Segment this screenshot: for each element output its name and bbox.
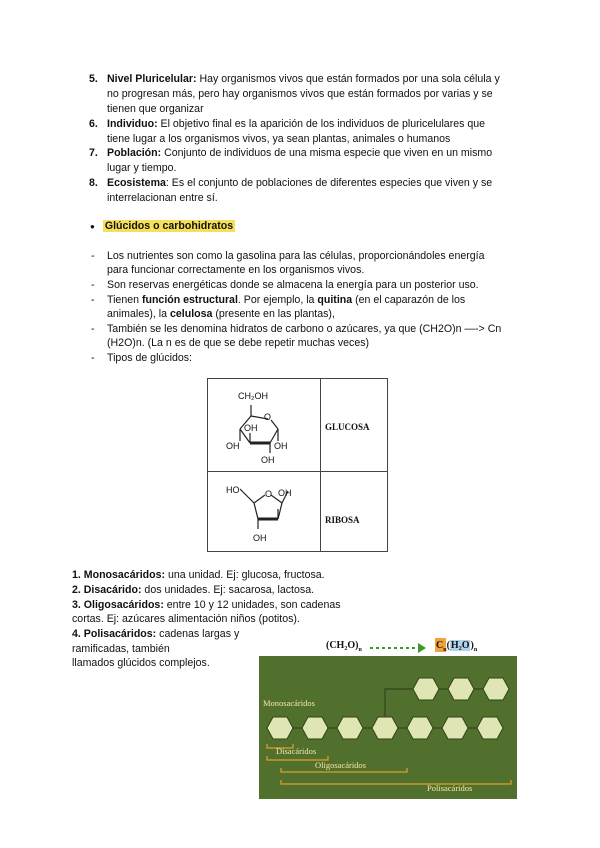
type-title: 1. Monosacáridos: — [72, 569, 166, 581]
type-line: llamados glúcidos complejos. — [72, 657, 210, 669]
table-divider — [320, 379, 321, 551]
level-number: 6. — [89, 118, 98, 130]
hexagon — [372, 717, 398, 739]
formula-left — [326, 640, 362, 653]
type-text: cadenas largas y — [156, 628, 240, 640]
hexagon — [413, 678, 439, 700]
text-run: animales), la — [107, 308, 170, 320]
bullet-line — [107, 293, 465, 307]
type-line: ramificadas, también — [72, 643, 170, 655]
glucose-name: GLUCOSA — [325, 422, 370, 432]
level-number: 8. — [89, 177, 98, 189]
formula-text: ) — [470, 640, 474, 651]
bullet-line: Son reservas energéticas donde se almacena la energía para un posterior uso. — [107, 279, 479, 291]
level-text: Conjunto de individuos de una misma especie que viven en un mismo — [161, 147, 493, 159]
type-line: cortas. Ej: azúcares alimentación niños (potitos). — [72, 613, 300, 625]
glucid-table — [207, 378, 388, 552]
formula-sub: n — [358, 647, 362, 653]
level-number: 5. — [89, 73, 98, 85]
hexagon — [477, 717, 503, 739]
type-text: dos unidades. Ej: sacarosa, lactosa. — [141, 584, 315, 596]
hexagon — [267, 717, 293, 739]
type-title: 4. Polisacáridos: — [72, 628, 157, 640]
level-line: no progresan más, pero hay organismos vivos que están formados por varias y se — [107, 88, 493, 100]
formula-text: C — [436, 640, 444, 651]
level-title: Población: — [107, 147, 162, 159]
text-run: . Por ejemplo, la — [237, 294, 318, 306]
level-text: : Es el conjunto de poblaciones de diferentes especies que viven y se — [165, 177, 493, 189]
text-bold: quitina — [317, 294, 353, 306]
dash-marker: - — [91, 250, 95, 262]
hexagon — [337, 717, 363, 739]
bullet-line: Tipos de glúcidos: — [107, 352, 192, 364]
type-text: entre 10 y 12 unidades, son cadenas — [163, 599, 341, 611]
formula-sub: n — [473, 647, 478, 653]
arrow-icon — [368, 642, 428, 654]
glucose-label: O — [264, 412, 272, 422]
type-title: 3. Oligosacáridos: — [72, 599, 164, 611]
text-run: (presente en las plantas), — [212, 308, 335, 320]
glucose-label: OH — [226, 441, 240, 451]
type-line — [72, 568, 325, 582]
hexagon-chain — [259, 656, 517, 799]
type-line — [72, 598, 341, 612]
text-run: Tienen — [107, 294, 142, 306]
bullet-icon: ● — [90, 222, 95, 231]
glucose-label: CH₂OH — [238, 391, 268, 401]
level-title: Ecosistema — [107, 177, 166, 189]
ribose-label: OH — [278, 488, 292, 498]
label-oligosaccharides: Oligosacáridos — [315, 760, 366, 770]
level-line: tienen que organizar — [107, 103, 204, 115]
bullet-line: (H2O)n. (La n es de que se debe repetir muchas veces) — [107, 337, 370, 349]
ribose-label: O — [265, 489, 273, 499]
dash-marker: - — [91, 279, 95, 291]
type-text: una unidad. Ej: glucosa, fructosa. — [165, 569, 325, 581]
dash-marker: - — [91, 352, 95, 364]
label-polysaccharides: Polisacáridos — [427, 783, 473, 793]
level-line: lugar y tiempo. — [107, 162, 177, 174]
level-title: Nivel Pluricelular: — [107, 73, 197, 85]
glucose-label: OH — [244, 423, 258, 433]
table-divider — [208, 471, 387, 472]
level-line — [107, 72, 500, 86]
section-title: Glúcidos o carbohidratos — [104, 220, 234, 232]
glucose-label: OH — [274, 441, 288, 451]
bullet-line: para funcionar correctamente en los organismos vivos. — [107, 264, 365, 276]
text-run: (en el caparazón de los — [352, 294, 466, 306]
level-title: Individuo: — [107, 118, 158, 130]
type-title: 2. Disacárido: — [72, 584, 142, 596]
ribose-name: RIBOSA — [325, 515, 360, 525]
formula-h2o: H₂O — [450, 640, 470, 651]
level-line — [107, 176, 492, 190]
bullet-line: Los nutrientes son como la gasolina para las células, proporcionándoles energía — [107, 250, 485, 262]
level-text: El objetivo final es la aparición de los individuos de pluricelulares que — [157, 118, 486, 130]
label-disaccharides: Disacáridos — [276, 746, 317, 756]
level-line: interrelacionan entre sí. — [107, 192, 218, 204]
label-monosaccharides: Monosacáridos — [263, 698, 315, 708]
hexagon — [407, 717, 433, 739]
section-heading — [90, 219, 235, 234]
formula-text: ( — [446, 640, 450, 651]
ribose-label: HO — [226, 485, 240, 495]
saccharide-diagram — [259, 656, 517, 799]
text-bold: celulosa — [170, 308, 213, 320]
glucose-label: OH — [261, 455, 275, 465]
type-line — [72, 627, 239, 641]
bullet-line — [107, 307, 335, 321]
formula-sub: n — [443, 647, 447, 653]
level-line: tiene lugar a los organismos vivos, ya sean plantas, animales o humanos — [107, 133, 451, 145]
hexagon — [302, 717, 328, 739]
type-line — [72, 583, 314, 597]
dash-marker: - — [91, 323, 95, 335]
formula-text: (CH₂O) — [326, 640, 359, 651]
bullet-line: También se les denomina hidratos de carbono o azúcares, ya que (CH2O)n —-> Cn — [107, 323, 502, 335]
level-line — [107, 117, 485, 131]
bracket-poli — [281, 780, 511, 784]
hexagon — [442, 717, 468, 739]
hexagon — [448, 678, 474, 700]
ribose-label: OH — [253, 533, 267, 543]
text-bold: función estructural — [141, 294, 238, 306]
level-text: Hay organismos vivos que están formados por una sola célula y — [196, 73, 500, 85]
level-line — [107, 146, 492, 160]
formula-right — [436, 640, 477, 653]
hexagon — [483, 678, 509, 700]
level-number: 7. — [89, 147, 98, 159]
dash-marker: - — [91, 294, 95, 306]
